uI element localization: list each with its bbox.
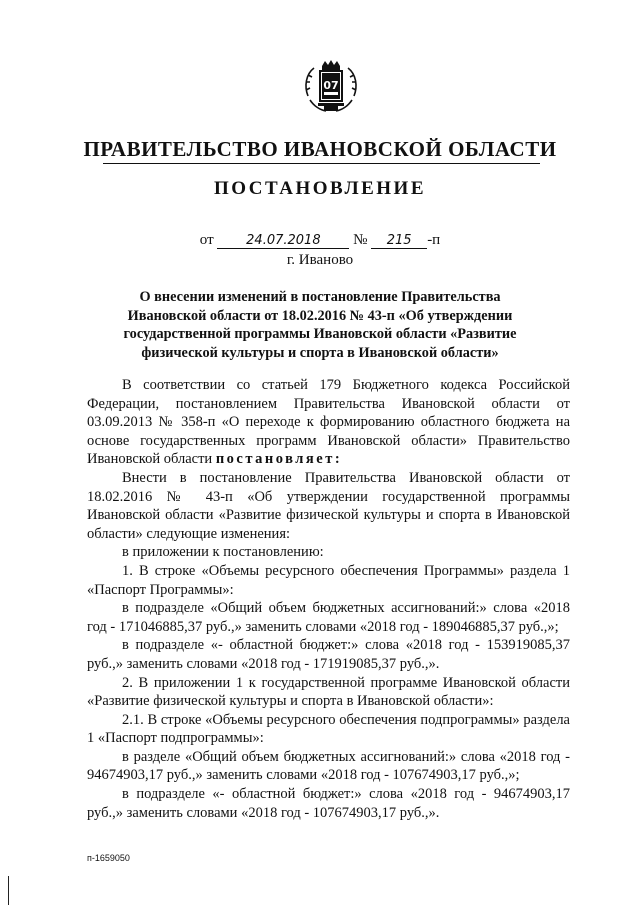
document-number: 215 bbox=[371, 233, 427, 249]
decree-word: постановляет: bbox=[215, 451, 343, 468]
paragraph: 1. В строке «Объемы ресурсного обеспечения Программы» раздела 1 «Паспорт Программы»: bbox=[87, 562, 570, 598]
paragraph: в подразделе «Общий объем бюджетных ассигнований:» слова «2018 год - 171046885,37 руб.,» заменить словами «2018 год - 189046885,37 руб.,»; bbox=[87, 600, 570, 635]
paragraph: в разделе «Общий объем бюджетных ассигнований:» слова «2018 год - 94674903,17 руб.,» заменить словами «2018 год - 107674903,17 руб.,»; bbox=[87, 748, 570, 784]
svg-text:07: 07 bbox=[323, 79, 339, 92]
number-label: № bbox=[353, 232, 368, 248]
paragraph: в приложении к постановлению: bbox=[122, 544, 324, 561]
number-suffix: -п bbox=[427, 232, 441, 248]
date-label: от bbox=[199, 232, 214, 248]
document-type: ПОСТАНОВЛЕНИЕ bbox=[213, 178, 427, 199]
title-underline bbox=[103, 163, 540, 164]
paragraph: Внести в постановление Правительства Ивановской области от 18.02.2016 № 43-п «Об утверждении государственной программы Ивановской области «Развитие физической культуры и спорта в Ивановской области» следующие изменения: bbox=[87, 469, 570, 542]
paragraph: в подразделе «- областной бюджет:» слова «2018 год - 153919085,37 руб.,» заменить словами «2018 год - 171919085,37 руб.,». bbox=[87, 637, 570, 672]
document-subject: О внесении изменений в постановление Правительства Ивановской области от 18.02.2016 № 43-п «Об утверждении государственной программы Ивановской области «Развитие физической культуры и спорта в Ивановской области» bbox=[123, 289, 517, 361]
paragraph: В соответствии со статьей 179 Бюджетного кодекса Российской Федерации, постановлением Правительства Ивановской области от 03.09.2013 № 358-п «О переходе к формированию областного бюджета на основе государственных программ Ивановской области» Правительство Ивановской области постановляет: bbox=[87, 377, 570, 468]
document-body bbox=[87, 376, 570, 822]
paragraph: 2.1. В строке «Объемы ресурсного обеспечения подпрограммы» раздела 1 «Паспорт подпрограммы»: bbox=[87, 711, 570, 747]
paragraph: 2. В приложении 1 к государственной программе Ивановской области «Развитие физической культуры и спорта в Ивановской области»: bbox=[87, 674, 570, 710]
date-number-line bbox=[0, 232, 640, 249]
coat-of-arms-icon bbox=[300, 56, 362, 118]
city: г. Иваново bbox=[286, 252, 354, 268]
document-date: 24.07.2018 bbox=[217, 233, 349, 249]
document-code: п-1659050 bbox=[87, 853, 130, 863]
paragraph: в подразделе «- областной бюджет:» слова «2018 год - 94674903,17 руб.,» заменить словами «2018 год - 107674903,17 руб.,». bbox=[87, 786, 570, 821]
scan-edge-mark bbox=[8, 876, 9, 905]
government-title: ПРАВИТЕЛЬСТВО ИВАНОВСКОЙ ОБЛАСТИ bbox=[83, 137, 557, 161]
